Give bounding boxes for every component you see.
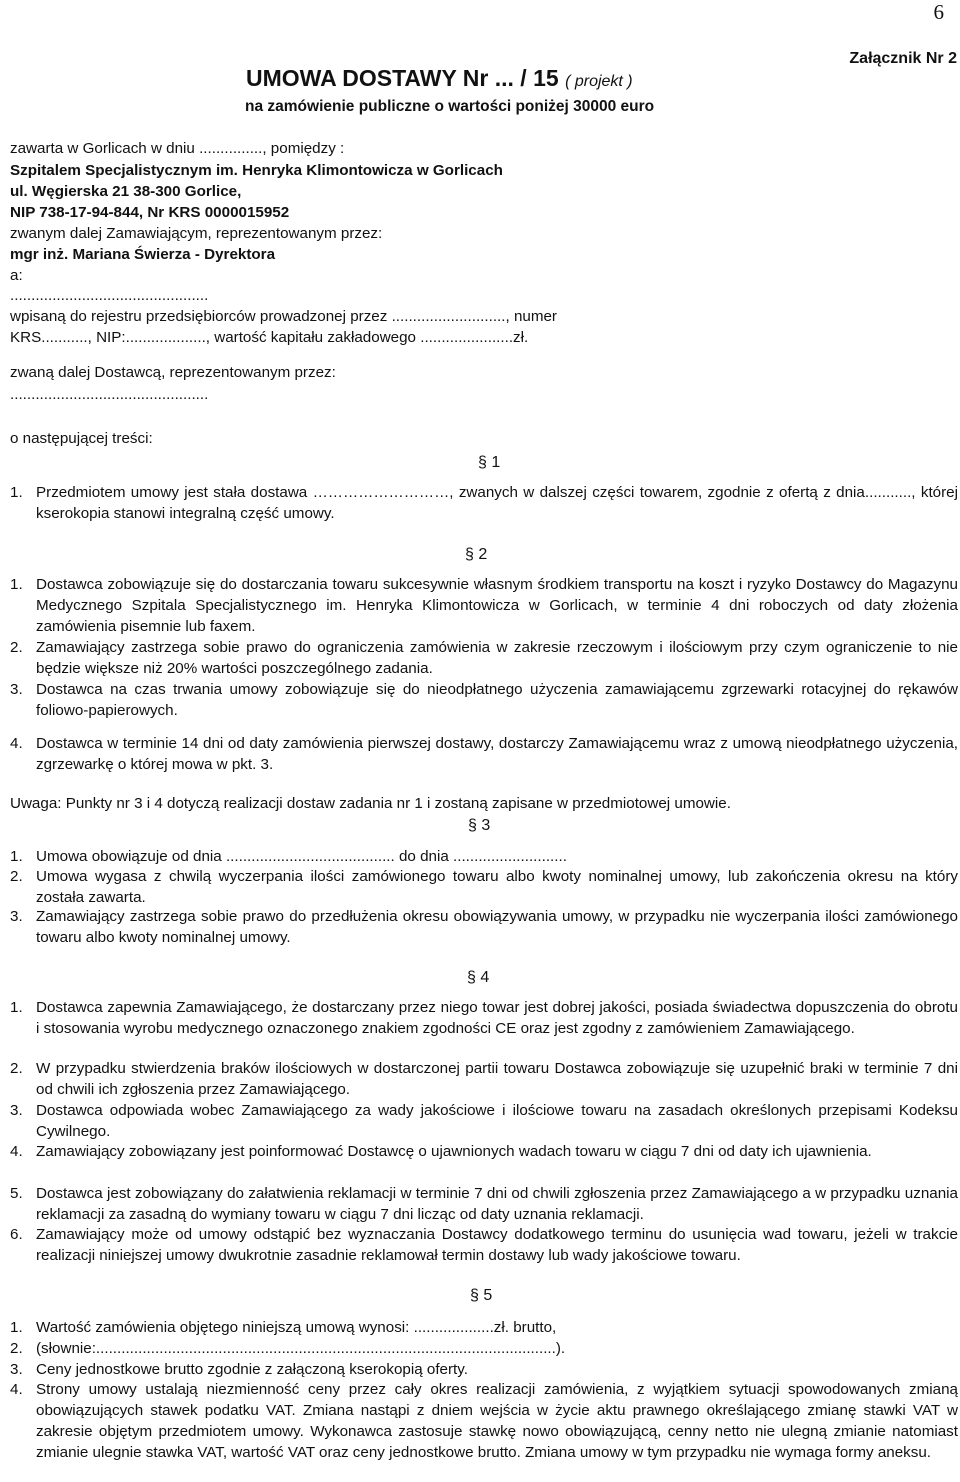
clause-number: 2. (10, 1060, 23, 1077)
clause-number: 4. (10, 1143, 23, 1160)
clause-text: Ceny jednostkowe brutto zgodnie z załączoną kserokopią oferty. (36, 1361, 468, 1378)
header-line: mgr inż. Mariana Świerza - Dyrektora (10, 246, 276, 263)
header-line: wpisaną do rejestru przedsiębiorców prowadzonej przez ..........................., numer (10, 308, 557, 325)
note-text: Uwaga: Punkty nr 3 i 4 dotyczą realizacji dostaw zadania nr 1 i zostaną zapisane w przedmiotowej umowie. (10, 795, 731, 812)
clause-number: 1. (10, 999, 23, 1016)
clause-text: W przypadku stwierdzenia braków ilościowych w dostarczonej partii towaru Dostawca zobowiązuje się uzupełnić braki w terminie 7 dni od chwili ich zgłoszenia przez Zamawiającego. (36, 1060, 958, 1098)
clause-item (10, 1338, 958, 1359)
contract-subtitle: na zamówienie publiczne o wartości poniżej 30000 euro (245, 98, 655, 115)
clause-item (10, 1100, 958, 1142)
page-number: 6 (933, 0, 944, 24)
clause-item (10, 574, 958, 637)
clause-item (10, 906, 958, 948)
header-line: ............................................... (10, 386, 209, 403)
title-main: UMOWA DOSTAWY Nr ... / 15 (246, 65, 559, 91)
clause-number: 3. (10, 908, 23, 925)
clause-text: Dostawca zapewnia Zamawiającego, że dostarczany przez niego towar jest dobrej jakości, posiada świadectwa dopuszczenia do obrotu i stosowania wyrobu medycznego oznaczonego znakiem zgodności CE oraz jest zgodny z zamówieniem Zamawiającego. (36, 999, 958, 1037)
section-symbol-2: § 2 (465, 546, 488, 563)
header-line: o następującej treści: (10, 430, 153, 447)
title-note: ( projekt ) (565, 73, 633, 90)
header-line: zwanym dalej Zamawiającym, reprezentowanym przez: (10, 225, 383, 242)
clause-number: 4. (10, 1381, 23, 1398)
clause-item (10, 637, 958, 679)
header-line: NIP 738-17-94-844, Nr KRS 0000015952 (10, 204, 290, 221)
clause-text: Umowa wygasa z chwilą wyczerpania ilości zamówionego towaru albo kwoty nominalnej umowy, lub zakończenia okresu na który została zawarta. (36, 868, 958, 906)
clause-number: 3. (10, 1361, 23, 1378)
section-symbol-3: § 3 (468, 817, 491, 834)
header-line: Szpitalem Specjalistycznym im. Henryka Klimontowicza w Gorlicach (10, 162, 503, 179)
clause-text: Dostawca odpowiada wobec Zamawiającego za wady jakościowe i ilościowe towaru na zasadach określonych przepisami Kodeksu Cywilnego. (36, 1102, 958, 1140)
clause-number: 3. (10, 681, 23, 698)
clause-text: Dostawca jest zobowiązany do załatwienia reklamacji w terminie 7 dni od chwili zgłoszenia przez Zamawiającego a w przypadku uznania reklamacji za zasadną do wymiany towaru w ciągu 7 dni licząc od daty uznania reklamacji. (36, 1185, 958, 1223)
clause-number: 5. (10, 1185, 23, 1202)
contract-title (246, 65, 633, 92)
clause-item (10, 733, 958, 775)
header-line: KRS..........., NIP:..................., wartość kapitału zakładowego ......................zł. (10, 329, 529, 346)
clause-number: 1. (10, 576, 23, 593)
clause-item (10, 846, 958, 867)
section-symbol-5: § 5 (470, 1287, 493, 1304)
clause-text: Dostawca na czas trwania umowy zobowiązuje się do nieodpłatnego użyczenia zamawiającemu zgrzewarki rotacyjnej do rękawów foliowo-papierowych. (36, 681, 958, 719)
clause-text: Dostawca zobowiązuje się do dostarczania towaru sukcesywnie własnym środkiem transportu na koszt i ryzyko Dostawcy do Magazynu Medycznego Szpitala Specjalistycznego im. Henryka Klimontowicza w Gorlicach, w terminie 4 dni roboczych od daty złożenia zamówienia pisemnie lub faxem. (36, 576, 958, 635)
clause-text: (słownie:.............................................................................................................). (36, 1340, 566, 1357)
clause-item (10, 1058, 958, 1100)
header-line: zawarta w Gorlicach w dniu ..............., pomiędzy : (10, 140, 345, 157)
clause-number: 2. (10, 639, 23, 656)
clause-item (10, 1317, 958, 1338)
clause-text: Dostawca w terminie 14 dni od daty zamówienia pierwszej dostawy, dostarczy Zamawiającemu wraz z umową nieodpłatnego użyczenia, zgrzewarkę o której mowa w pkt. 3. (36, 735, 958, 773)
header-line: a: (10, 267, 23, 284)
clause-number: 6. (10, 1226, 23, 1243)
section-symbol-1: § 1 (478, 454, 501, 471)
clause-number: 4. (10, 735, 23, 752)
clause-item (10, 866, 958, 908)
clause-item (10, 1183, 958, 1225)
clause-item (10, 482, 958, 524)
clause-number: 1. (10, 1319, 23, 1336)
clause-number: 2. (10, 1340, 23, 1357)
header-line: ............................................... (10, 287, 209, 304)
clause-item (10, 1379, 958, 1463)
clause-text: Zamawiający może od umowy odstąpić bez wyznaczania Dostawcy dodatkowego terminu do usunięcia wad towaru, jeżeli w trakcie realizacji niniejszej umowy dwukrotnie zasadnie reklamował termin dostawy lub wady jakościowe towaru. (36, 1226, 958, 1264)
clause-text: Strony umowy ustalają niezmienność ceny przez cały okres realizacji zamówienia, z wyjątkiem sytuacji spowodowanych zmianą obowiązujących stawek podatku VAT. Zmiana nastąpi z dniem wejścia w życie aktu prawnego określającego zmianę stawki VAT w zakresie objętym przedmiotem umowy. Wykonawca zastosuje stawkę nowo obowiązującą, cenny netto nie ulegną zmianie natomiast zmianie ulegnie stawka VAT, wartość VAT oraz ceny jednostkowe brutto. Zmiana umowy w tym przypadku nie wymaga formy aneksu. (36, 1381, 958, 1461)
clause-text: Wartość zamówienia objętego niniejszą umową wynosi: ...................zł. brutto, (36, 1319, 557, 1336)
clause-text: Umowa obowiązuje od dnia ........................................ do dnia ........................... (36, 848, 567, 865)
clause-text: Przedmiotem umowy jest stała dostawa ………………………, zwanych w dalszej części towarem, zgodnie z ofertą z dnia..........., której kserokopia stanowi integralną część umowy. (36, 484, 958, 522)
clause-number: 1. (10, 848, 23, 865)
clause-number: 2. (10, 868, 23, 885)
clause-text: Zamawiający zastrzega sobie prawo do ograniczenia zamówienia w zakresie rzeczowym i ilościowym przy czym ograniczenie to nie będzie większe niż 20% wartości poszczególnego zadania. (36, 639, 958, 677)
header-line: ul. Węgierska 21 38-300 Gorlice, (10, 183, 242, 200)
clause-item (10, 1224, 958, 1266)
clause-item (10, 1141, 958, 1162)
clause-text: Zamawiający zastrzega sobie prawo do przedłużenia okresu obowiązywania umowy, w przypadku nie wyczerpania ilości zamówionego towaru albo kwoty nominalnej umowy. (36, 908, 958, 946)
clause-number: 3. (10, 1102, 23, 1119)
clause-number: 1. (10, 484, 23, 501)
clause-text: Zamawiający zobowiązany jest poinformować Dostawcę o ujawnionych wadach towaru w ciągu 7 dni od daty ich ujawnienia. (36, 1143, 872, 1160)
section-symbol-4: § 4 (467, 969, 490, 986)
attachment-label: Załącznik Nr 2 (849, 50, 957, 67)
clause-item (10, 1359, 958, 1380)
clause-item (10, 679, 958, 721)
header-line: zwaną dalej Dostawcą, reprezentowanym przez: (10, 364, 336, 381)
clause-item (10, 997, 958, 1039)
